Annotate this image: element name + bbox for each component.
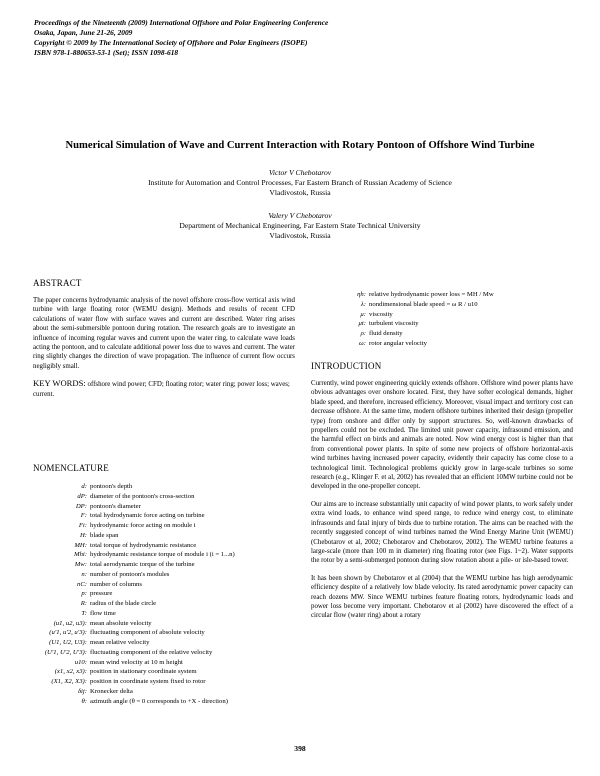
nomenclature-definition: rotor angular velocity [369,339,427,347]
author-affiliation: Department of Mechanical Engineering, Far Eastern State Technical University [179,221,421,231]
nomenclature-row [33,482,295,492]
nomenclature-row [33,609,295,619]
nomenclature-definition: blade span [90,531,119,539]
nomenclature-symbol: ω: [359,339,366,347]
nomenclature-definition: pontoon's diameter [90,502,141,510]
nomenclature-row [343,319,583,329]
author-block-2 [60,211,540,242]
header-line-2: Osaka, Japan, June 21-26, 2009 [34,28,133,37]
author-block-1 [60,168,540,199]
nomenclature-symbol: (x1, x2, x3): [54,668,87,676]
nomenclature-symbol: θ: [81,697,87,705]
nomenclature-symbol: dP: [77,492,87,500]
nomenclature-definition: position in stationary coordinate system [90,668,197,676]
paper-title: Numerical Simulation of Wave and Current Interaction with Rotary Pontoon of Offshore Wind Turbine [65,140,535,151]
nomenclature-symbol: MH: [74,541,87,549]
nomenclature-definition: number of columns [90,580,143,588]
nomenclature-definition: mean absolute velocity [90,619,152,627]
nomenclature-symbol: Fi: [78,522,87,529]
nomenclature-symbol: (U'1, U'2, U'3): [44,648,87,656]
nomenclature-symbol: nC: [76,580,87,588]
nomenclature-symbol: ηh: [357,291,366,298]
nomenclature-symbol: u10: [74,658,87,666]
nomenclature-symbol: DP: [75,502,87,510]
nomenclature-symbol: p: [81,590,87,598]
nomenclature-definition: hydrodynamic force acting on module i [90,522,196,529]
nomenclature-row [33,658,295,668]
nomenclature-symbol: F: [80,512,87,520]
introduction-heading: INTRODUCTION [311,361,382,371]
nomenclature-symbol: δij: [77,687,87,695]
nomenclature-symbol: n: [81,570,87,578]
nomenclature-definition: radius of the blade circle [90,600,157,607]
nomenclature-row [33,589,295,599]
nomenclature-definition: fluctuating component of absolute velocity [90,629,205,637]
nomenclature-definition: pressure [90,590,113,598]
author-name: Valery V Chebotarov [268,211,332,220]
header-line-1: Proceedings of the Nineteenth (2009) International Offshore and Polar Engineering Conference [34,18,329,27]
nomenclature-row [33,580,295,590]
nomenclature-row [33,638,295,648]
nomenclature-definition: azimuth angle (θ = 0 corresponds to +X - direction) [90,697,228,705]
nomenclature-definition: position in coordinate system fixed to rotor [90,678,206,685]
nomenclature-row [343,290,583,300]
nomenclature-row [33,502,295,512]
page-number: 398 [294,744,306,753]
nomenclature-symbol: R: [80,600,87,607]
nomenclature-list [33,482,295,706]
nomenclature-row [33,667,295,677]
nomenclature-symbol: (X1, X2, X3): [51,678,87,685]
intro-paragraph-3: It has been shown by Chebotarov et al (2004) that the WEMU turbine has high aerodynamic efficiency despite of a relatively low blade velocity. Its rated aerodynamic power capacity can reach dozens MW. Since WEMU turbines feature floating rotors, hydrodynamic loads and power loss become very important. Chebotarov et al (2002) have discovered the effect of a circular flow (water ring) about a rotary [311,574,573,620]
nomenclature-definition: total aerodynamic torque of the turbine [90,561,195,568]
nomenclature-symbol: H: [79,531,87,539]
nomenclature-symbol: d: [81,483,87,490]
nomenclature-row [33,628,295,638]
nomenclature-row [33,697,295,707]
nomenclature-symbol: T: [81,609,87,617]
nomenclature-heading: NOMENCLATURE [33,463,109,473]
nomenclature-definition: mean relative velocity [90,639,150,646]
nomenclature-symbol: ρ: [360,330,366,337]
nomenclature-row [343,310,583,320]
nomenclature-row [343,300,583,310]
nomenclature-definition: total torque of hydrodynamic resistance [90,541,197,549]
nomenclature-row [33,570,295,580]
nomenclature-definition: pontoon's depth [90,483,133,490]
nomenclature-symbol: λ: [360,300,366,308]
keywords-label: KEY WORDS: [33,378,86,389]
nomenclature-continued [343,290,583,349]
nomenclature-row [33,492,295,502]
nomenclature-definition: relative hydrodynamic power loss = MH / Mw [369,291,494,298]
nomenclature-row [33,511,295,521]
nomenclature-symbol: (u'1, u'2, u'3): [49,629,87,637]
nomenclature-row [33,550,295,560]
nomenclature-definition: total hydrodynamic force acting on turbine [90,512,205,520]
nomenclature-definition: Kronecker delta [90,687,133,695]
author-city: Vladivostok, Russia [269,231,331,241]
proceedings-header [34,18,574,58]
nomenclature-row [33,541,295,551]
nomenclature-row [33,531,295,541]
nomenclature-row [33,521,295,531]
nomenclature-row [33,648,295,658]
nomenclature-symbol: μ: [360,310,366,318]
abstract-heading: ABSTRACT [33,278,82,288]
author-city: Vladivostok, Russia [269,188,331,198]
nomenclature-row [33,560,295,570]
nomenclature-row [343,329,583,339]
right-column [311,361,573,621]
abstract-text: The paper concerns hydrodynamic analysis of the novel offshore cross-flow vertical axis wind turbine with large floating rotor (WEMU design). Methods and results of recent CFD calculations of water flow with surface waves and current are described. Water ring arises about the semi-submersible pontoon during rotation. The research goals are to investigate an influence of incoming regular waves and current upon the water ring, to calculate wave loads acting the pontoon, and to calculate additional power loss due to waves and current. The water ring slightly changes the direction of wave propagation. The influence of current flow occurs negligibly small. [33,297,295,370]
intro-paragraph-2: Our aims are to increase substantially unit capacity of wind power plants, to work safely under extra wind loads, to enhance wind speed range, to reduce wind energy cost, to eliminate infrasounds and fatal injury of birds due to turbine rotation. The aims can be reached with the recently suggested concept of wind turbines named the Wind Energy Marine Unit (WEMU) (Chebotarov et al, 2002; Chebotarov and Chebotarov, 2002). The WEMU turbine features a large-scale (more than 100 m in diameter) ring floating rotor (see Figs. 1~2). Water supports the rotor by a semi-submerged pontoon during slow rotation about a pile- or isle-based tower. [311,500,573,565]
nomenclature-symbol: (u1, u2, u3): [53,619,87,627]
nomenclature [33,463,295,706]
nomenclature-definition: diameter of the pontoon's cross-section [90,492,195,500]
nomenclature-definition: fluid density [369,330,403,337]
nomenclature-definition: flow time [90,609,116,617]
nomenclature-definition: number of pontoon's modules [90,570,170,578]
nomenclature-definition: mean wind velocity at 10 m height [90,658,183,666]
nomenclature-definition: viscosity [369,310,393,318]
nomenclature-row [343,339,583,349]
nomenclature-symbol: Mhi: [74,551,87,559]
nomenclature-symbol: (U1, U2, U3): [49,639,87,646]
keywords-text: offshore wind power; CFD; floating rotor; water ring; power loss; waves; current. [33,381,290,398]
nomenclature-row [33,619,295,629]
nomenclature-definition: hydrodynamic resistance torque of module i (i = 1...n) [90,551,235,559]
nomenclature-row [33,687,295,697]
nomenclature-definition: fluctuating component of the relative velocity [90,648,213,656]
nomenclature-definition: turbulent viscosity [369,320,419,328]
nomenclature-symbol: μt: [358,320,366,328]
nomenclature-symbol: Mw: [74,561,87,568]
author-name: Victor V Chebotarov [268,168,332,177]
header-line-3: Copyright © 2009 by The International Society of Offshore and Polar Engineers (ISOPE) [34,38,308,47]
header-line-4: ISBN 978-1-880653-53-1 (Set); ISSN 1098-618 [34,48,179,57]
nomenclature-definition: nondimensional blade speed = ω R / u10 [369,300,478,308]
left-column [33,278,295,399]
nomenclature-row [33,599,295,609]
intro-paragraph-1: Currently, wind power engineering quickly extends offshore. Offshore wind power plants have obvious advantages over onshore located. First, they have softer ecological demands, higher blade speed, and therefore, increased efficiency. Moreover, visual impact and territory cost can decrease offshore. At the same time, modern offshore turbines inherited their design (propeller type) from onshore and differ only by support structures. So, well-known drawbacks of propellers could not be excluded. The limited unit power capacity, infrasound emission, and the harmful effect on birds and animals are noted. Now wind energy cost is higher than that from conventional power plants. In spite of some new projects of offshore horizontal-axis wind turbines having increased power capacity, evidently their capacity has come close to a technological limit. Technological problems quickly grow in large-scale turbines so some research (e.g., Klinger F. et al, 2002) has revealed that an efficient 10MW turbine could not be developed in the one-propeller concept. [311,380,573,491]
author-affiliation: Institute for Automation and Control Processes, Far Eastern Branch of Russian Academy of Science [148,178,452,188]
keywords [33,379,295,399]
nomenclature-row [33,677,295,687]
